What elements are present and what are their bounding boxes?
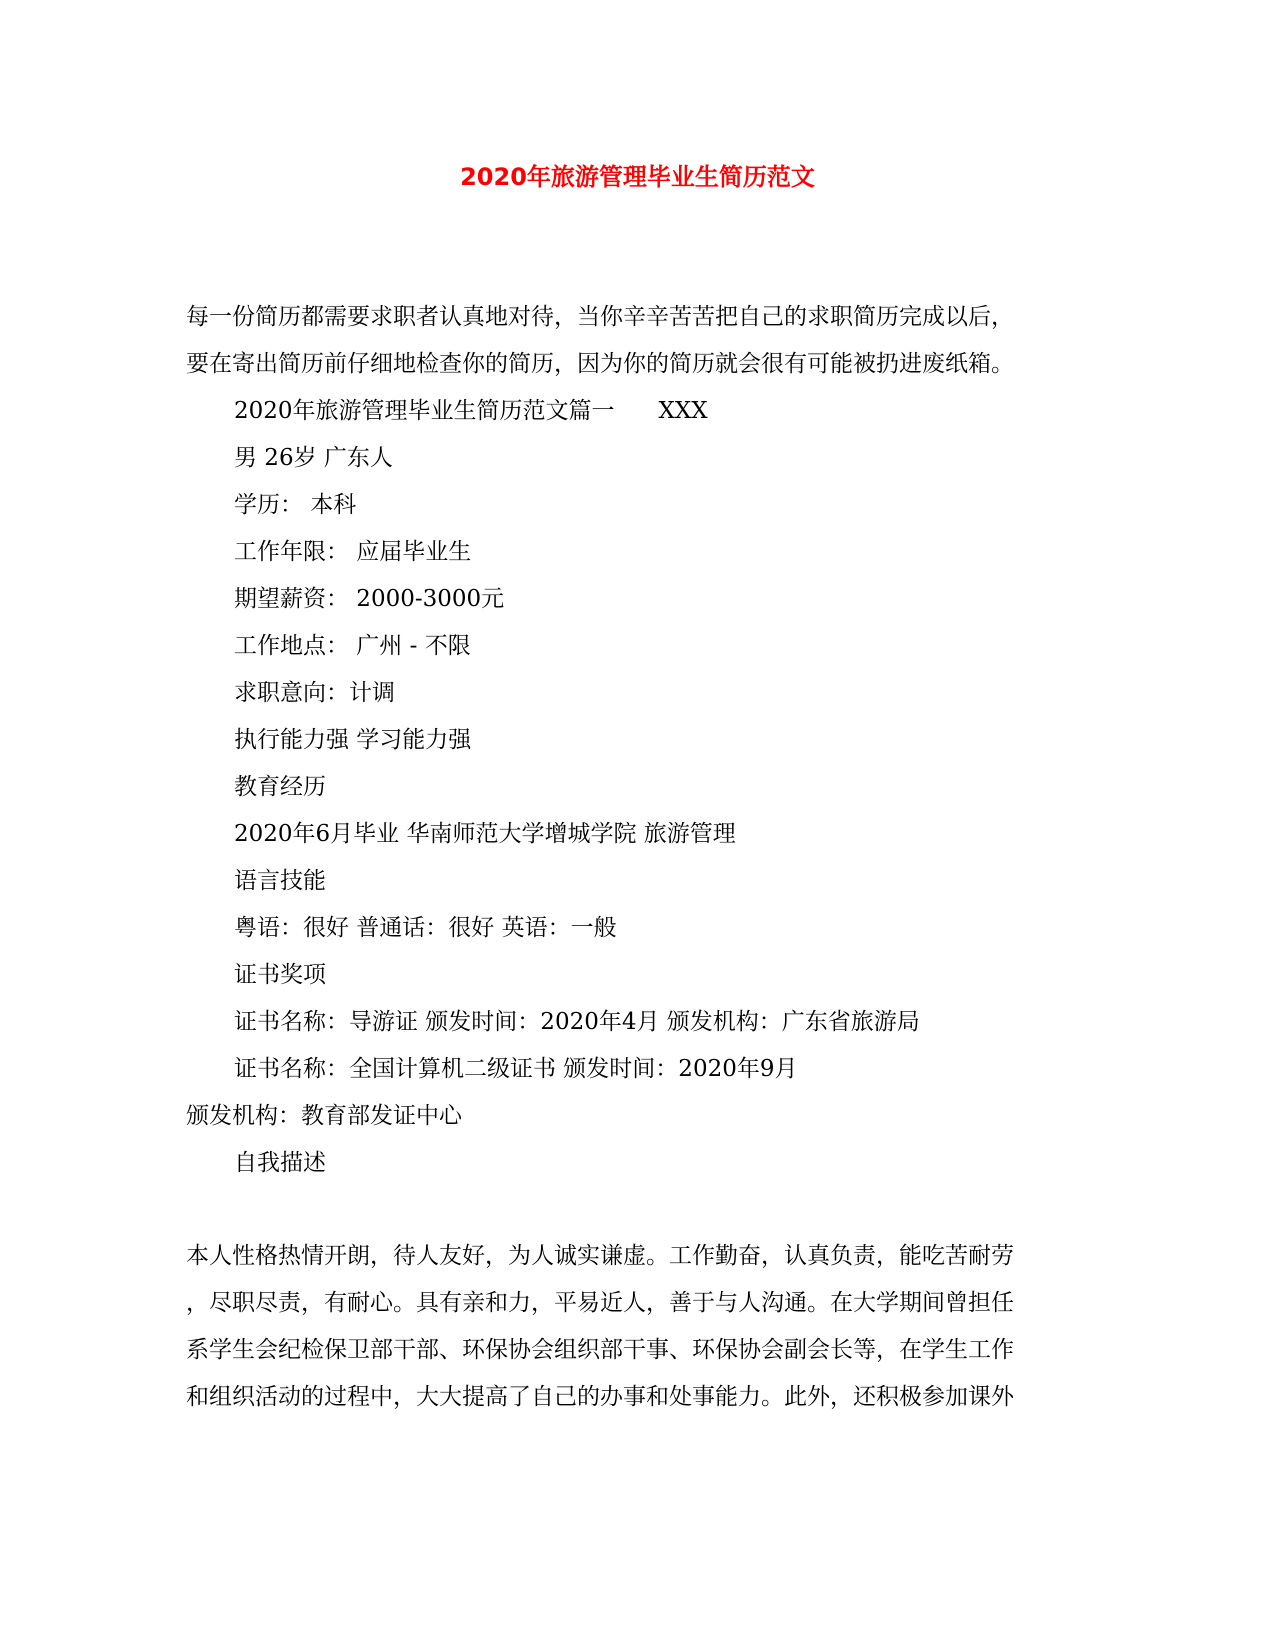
education-detail: 2020年6月毕业 华南师范大学增城学院 旅游管理 (234, 821, 736, 847)
education-heading: 教育经历 (234, 774, 326, 800)
expected-salary: 期望薪资： 2000-3000元 (234, 586, 505, 612)
language-detail: 粤语：很好 普通话：很好 英语：一般 (234, 915, 617, 941)
self-description-line-2: ，尽职尽责，有耐心。具有亲和力，平易近人，善于与人沟通。在大学期间曾担任 (186, 1290, 1014, 1316)
self-description-line-3: 系学生会纪检保卫部干部、环保协会组织部干事、环保协会副会长等，在学生工作 (186, 1337, 1014, 1363)
language-heading: 语言技能 (234, 868, 326, 894)
certificate-1: 证书名称：导游证 颁发时间：2020年4月 颁发机构：广东省旅游局 (234, 1009, 920, 1035)
resume-heading-row (234, 395, 708, 427)
strengths: 执行能力强 学习能力强 (234, 727, 472, 753)
self-description-heading: 自我描述 (234, 1150, 326, 1176)
intro-line-2: 要在寄出简历前仔细地检查你的简历，因为你的简历就会很有可能被扔进废纸箱。 (186, 351, 1014, 377)
certificate-2: 证书名称：全国计算机二级证书 颁发时间：2020年9月 (234, 1056, 798, 1082)
job-intention: 求职意向：计调 (234, 680, 395, 706)
resume-name: XXX (658, 398, 708, 424)
intro-line-1: 每一份简历都需要求职者认真地对待，当你辛辛苦苦把自己的求职简历完成以后， (186, 304, 1014, 330)
education-level: 学历： 本科 (234, 492, 357, 518)
certificate-2-issuer: 颁发机构：教育部发证中心 (186, 1103, 462, 1129)
basic-info: 男 26岁 广东人 (234, 445, 393, 471)
work-years: 工作年限： 应届毕业生 (234, 539, 472, 565)
self-description-line-4: 和组织活动的过程中，大大提高了自己的办事和处事能力。此外，还积极参加课外 (186, 1384, 1014, 1410)
resume-heading: 2020年旅游管理毕业生简历范文篇一 (234, 398, 615, 424)
work-location: 工作地点： 广州 - 不限 (234, 633, 471, 659)
self-description-line-1: 本人性格热情开朗，待人友好，为人诚实谦虚。工作勤奋，认真负责，能吃苦耐劳 (186, 1243, 1014, 1269)
certificate-heading: 证书奖项 (234, 962, 326, 988)
document-title: 2020年旅游管理毕业生简历范文 (460, 163, 815, 191)
